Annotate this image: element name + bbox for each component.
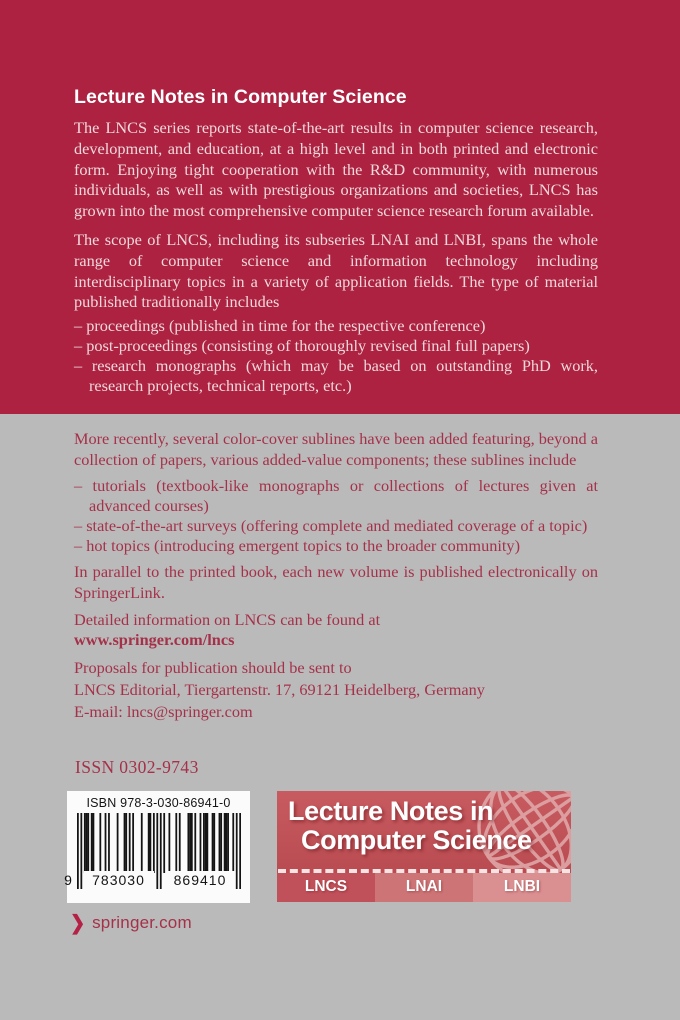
isbn-barcode xyxy=(64,791,250,903)
published-material-list xyxy=(74,316,598,396)
top-red-panel xyxy=(0,0,680,414)
bottom-gray-panel xyxy=(0,414,680,1020)
paragraph-series-intro: The LNCS series reports state-of-the-art results in computer science research, development, and education, at a high level and in both printed and electronic form. Enjoying tight cooperation with the R&D community, with numerous individuals, as well as with prestigious organizations and societies, LNCS has grown into the most comprehensive computer science research forum available. xyxy=(74,118,598,221)
barcode-digit-group2: 869410 xyxy=(166,871,235,889)
subseries-tabs xyxy=(277,873,571,902)
tab-lncs: LNCS xyxy=(277,873,375,902)
paragraph-detailed-info: Detailed information on LNCS can be found at xyxy=(74,609,381,629)
list-item: – research monographs (which may be based on outstanding PhD work, research projects, technical reports, etc.) xyxy=(74,356,598,396)
springer-domain: springer.com xyxy=(92,913,192,933)
list-item: – tutorials (textbook-like monographs or collections of lectures given at advanced courses) xyxy=(74,476,598,516)
barcode-and-logo-row xyxy=(64,791,600,903)
logo-title-line2: Computer Science xyxy=(301,824,532,855)
list-item: – state-of-the-art surveys (offering complete and mediated coverage of a topic) xyxy=(74,516,598,536)
series-heading: Lecture Notes in Computer Science xyxy=(74,86,407,108)
list-item: – proceedings (published in time for the respective conference) xyxy=(74,316,598,336)
paragraph-sublines: More recently, several color-cover sublines have been added featuring, beyond a collection of papers, various added-value components; these sublines include xyxy=(74,429,598,469)
editorial-email: E-mail: lncs@springer.com xyxy=(74,701,253,721)
lncs-url: www.springer.com/lncs xyxy=(74,630,235,650)
paragraph-springerlink: In parallel to the printed book, each new volume is published electronically on SpringerLink. xyxy=(74,561,598,602)
logo-title-line1: Lecture Notes in xyxy=(288,795,494,826)
editorial-address: LNCS Editorial, Tiergartenstr. 17, 69121 Heidelberg, Germany xyxy=(74,679,485,699)
tab-lnai: LNAI xyxy=(375,873,473,902)
paragraph-scope: The scope of LNCS, including its subseries LNAI and LNBI, spans the whole range of computer science and information technology including interdisciplinary topics in a variety of application fields. The type of material published traditionally includes xyxy=(74,229,598,312)
barcode-digit-lead: 9 xyxy=(64,871,73,888)
lncs-series-logo xyxy=(277,791,571,902)
tab-lnbi: LNBI xyxy=(473,873,571,902)
isbn-label: ISBN 978-3-030-86941-0 xyxy=(86,795,231,810)
list-item: – post-proceedings (consisting of thoroughly revised final full papers) xyxy=(74,336,598,356)
springer-logo xyxy=(70,913,600,934)
list-item: – hot topics (introducing emergent topics to the broader community) xyxy=(74,536,598,556)
barcode-bars xyxy=(64,813,241,889)
barcode-digit-group1: 783030 xyxy=(84,871,154,889)
sublines-list xyxy=(74,476,598,556)
logo-title-area xyxy=(277,791,571,869)
chevron-right-icon: ❯ xyxy=(70,911,86,934)
issn-number: ISSN 0302-9743 xyxy=(75,756,199,777)
paragraph-proposals: Proposals for publication should be sent to xyxy=(74,658,352,678)
